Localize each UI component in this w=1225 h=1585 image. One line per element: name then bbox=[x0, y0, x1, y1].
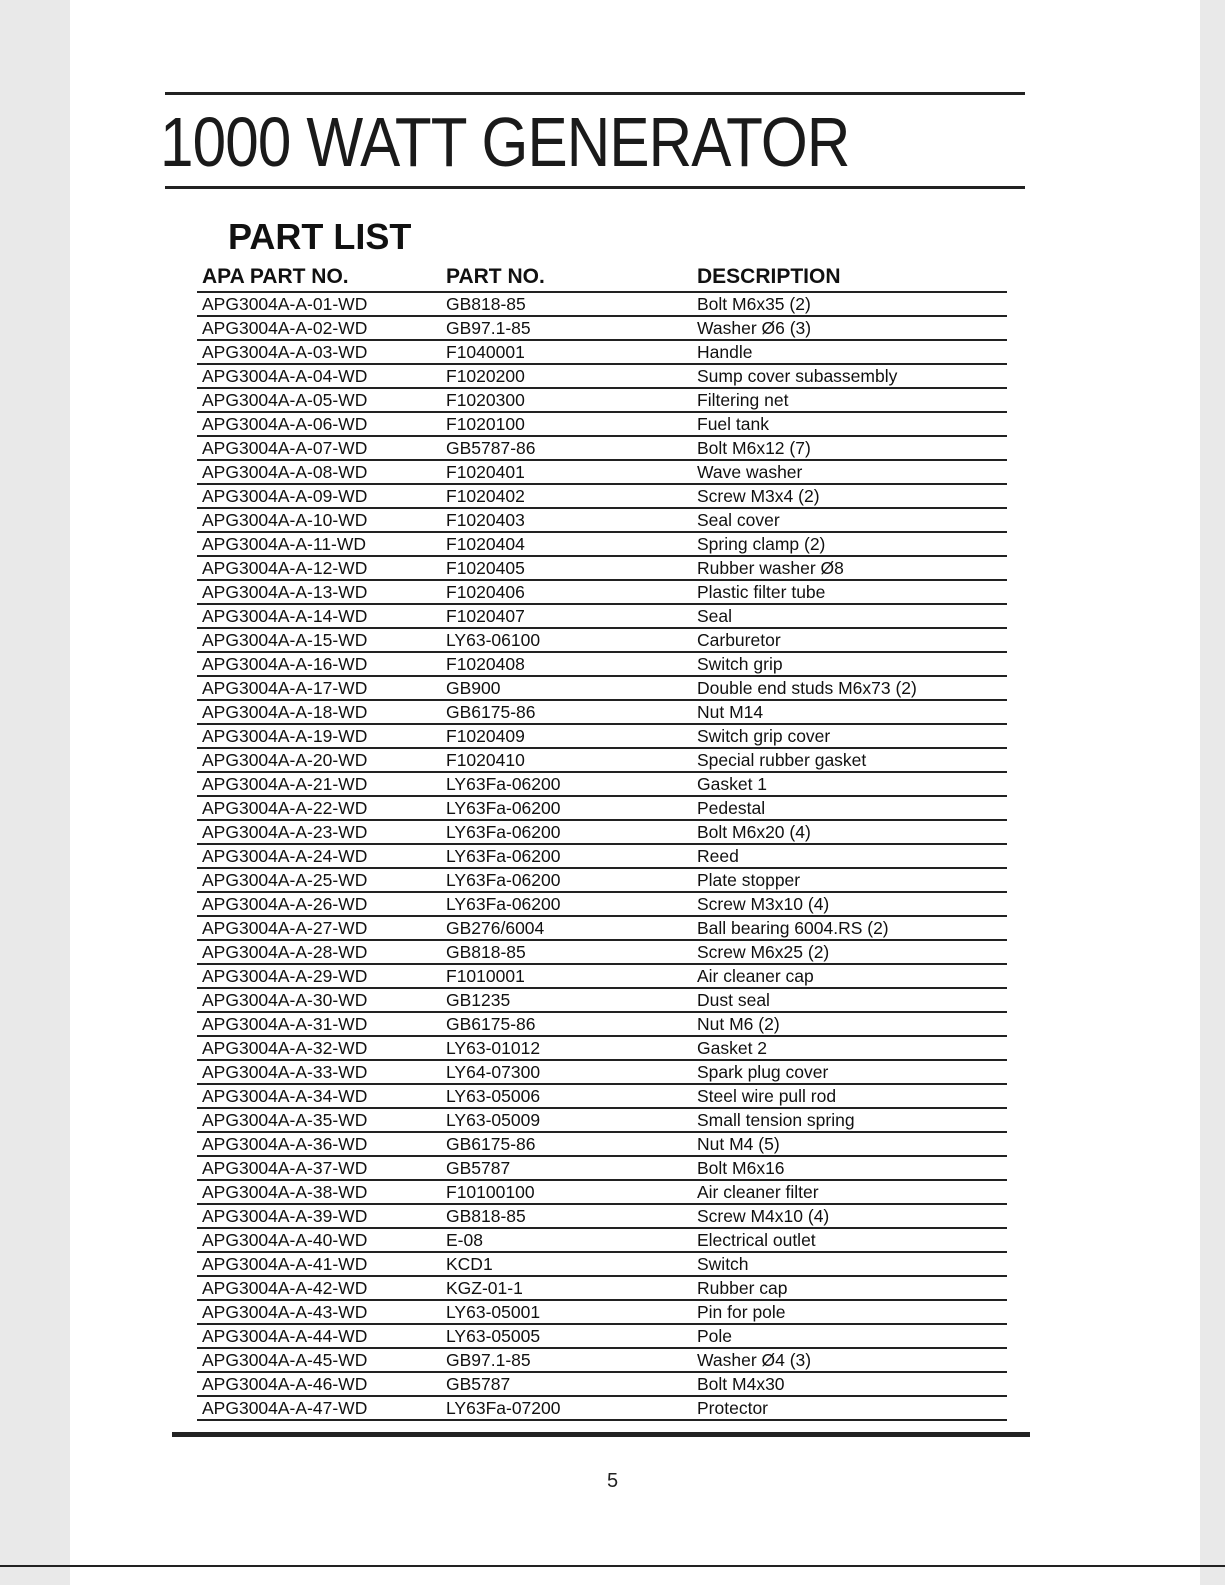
apa-part-no-cell: APG3004A-A-18-WD bbox=[197, 700, 441, 724]
part-no-cell: LY63-05009 bbox=[441, 1108, 692, 1132]
part-no-cell: LY63Fa-06200 bbox=[441, 844, 692, 868]
part-no-cell: F1020100 bbox=[441, 412, 692, 436]
table-row bbox=[197, 628, 1007, 652]
description-cell: Carburetor bbox=[692, 628, 1007, 652]
part-no-cell: F1020410 bbox=[441, 748, 692, 772]
table-row bbox=[197, 988, 1007, 1012]
part-no-cell: F1020405 bbox=[441, 556, 692, 580]
apa-part-no-cell: APG3004A-A-28-WD bbox=[197, 940, 441, 964]
part-no-cell: GB6175-86 bbox=[441, 1012, 692, 1036]
apa-part-no-cell: APG3004A-A-07-WD bbox=[197, 436, 441, 460]
description-cell: Screw M3x10 (4) bbox=[692, 892, 1007, 916]
description-cell: Bolt M6x35 (2) bbox=[692, 292, 1007, 316]
apa-part-no-cell: APG3004A-A-47-WD bbox=[197, 1396, 441, 1420]
table-row bbox=[197, 700, 1007, 724]
table-row bbox=[197, 868, 1007, 892]
description-cell: Small tension spring bbox=[692, 1108, 1007, 1132]
part-no-cell: GB276/6004 bbox=[441, 916, 692, 940]
table-header-row bbox=[197, 262, 1007, 292]
description-cell: Rubber washer Ø8 bbox=[692, 556, 1007, 580]
table-row bbox=[197, 412, 1007, 436]
part-no-cell: F1020200 bbox=[441, 364, 692, 388]
apa-part-no-cell: APG3004A-A-12-WD bbox=[197, 556, 441, 580]
apa-part-no-cell: APG3004A-A-04-WD bbox=[197, 364, 441, 388]
table-row bbox=[197, 1156, 1007, 1180]
parts-table bbox=[197, 262, 1007, 1421]
apa-part-no-cell: APG3004A-A-27-WD bbox=[197, 916, 441, 940]
part-no-cell: F1020407 bbox=[441, 604, 692, 628]
description-cell: Nut M14 bbox=[692, 700, 1007, 724]
apa-part-no-cell: APG3004A-A-35-WD bbox=[197, 1108, 441, 1132]
apa-part-no-cell: APG3004A-A-20-WD bbox=[197, 748, 441, 772]
parts-table-body bbox=[197, 292, 1007, 1420]
table-row bbox=[197, 1372, 1007, 1396]
description-cell: Bolt M6x12 (7) bbox=[692, 436, 1007, 460]
header-apa-part-no: APA PART NO. bbox=[197, 262, 441, 292]
description-cell: Fuel tank bbox=[692, 412, 1007, 436]
table-row bbox=[197, 772, 1007, 796]
table-row bbox=[197, 1396, 1007, 1420]
table-row bbox=[197, 652, 1007, 676]
description-cell: Special rubber gasket bbox=[692, 748, 1007, 772]
table-row bbox=[197, 292, 1007, 316]
table-row bbox=[197, 556, 1007, 580]
table-row bbox=[197, 316, 1007, 340]
part-no-cell: GB97.1-85 bbox=[441, 1348, 692, 1372]
description-cell: Switch grip cover bbox=[692, 724, 1007, 748]
part-no-cell: GB818-85 bbox=[441, 1204, 692, 1228]
table-row bbox=[197, 724, 1007, 748]
part-no-cell: LY63Fa-07200 bbox=[441, 1396, 692, 1420]
apa-part-no-cell: APG3004A-A-02-WD bbox=[197, 316, 441, 340]
top-rule bbox=[165, 92, 1025, 95]
table-row bbox=[197, 1300, 1007, 1324]
description-cell: Screw M4x10 (4) bbox=[692, 1204, 1007, 1228]
table-row bbox=[197, 820, 1007, 844]
apa-part-no-cell: APG3004A-A-22-WD bbox=[197, 796, 441, 820]
description-cell: Rubber cap bbox=[692, 1276, 1007, 1300]
apa-part-no-cell: APG3004A-A-25-WD bbox=[197, 868, 441, 892]
description-cell: Washer Ø4 (3) bbox=[692, 1348, 1007, 1372]
apa-part-no-cell: APG3004A-A-44-WD bbox=[197, 1324, 441, 1348]
description-cell: Seal cover bbox=[692, 508, 1007, 532]
table-row bbox=[197, 892, 1007, 916]
description-cell: Wave washer bbox=[692, 460, 1007, 484]
part-no-cell: GB97.1-85 bbox=[441, 316, 692, 340]
description-cell: Nut M4 (5) bbox=[692, 1132, 1007, 1156]
description-cell: Bolt M6x16 bbox=[692, 1156, 1007, 1180]
table-row bbox=[197, 1324, 1007, 1348]
part-no-cell: F1020406 bbox=[441, 580, 692, 604]
apa-part-no-cell: APG3004A-A-14-WD bbox=[197, 604, 441, 628]
apa-part-no-cell: APG3004A-A-19-WD bbox=[197, 724, 441, 748]
page-bottom-edge bbox=[0, 1565, 1225, 1567]
apa-part-no-cell: APG3004A-A-11-WD bbox=[197, 532, 441, 556]
part-no-cell: F1020409 bbox=[441, 724, 692, 748]
table-row bbox=[197, 916, 1007, 940]
description-cell: Switch grip bbox=[692, 652, 1007, 676]
table-row bbox=[197, 940, 1007, 964]
description-cell: Bolt M6x20 (4) bbox=[692, 820, 1007, 844]
apa-part-no-cell: APG3004A-A-03-WD bbox=[197, 340, 441, 364]
part-no-cell: GB818-85 bbox=[441, 292, 692, 316]
table-row bbox=[197, 1348, 1007, 1372]
table-row bbox=[197, 1084, 1007, 1108]
part-no-cell: GB900 bbox=[441, 676, 692, 700]
part-no-cell: KGZ-01-1 bbox=[441, 1276, 692, 1300]
description-cell: Switch bbox=[692, 1252, 1007, 1276]
table-row bbox=[197, 508, 1007, 532]
apa-part-no-cell: APG3004A-A-43-WD bbox=[197, 1300, 441, 1324]
apa-part-no-cell: APG3004A-A-29-WD bbox=[197, 964, 441, 988]
part-no-cell: GB1235 bbox=[441, 988, 692, 1012]
part-no-cell: F1020401 bbox=[441, 460, 692, 484]
apa-part-no-cell: APG3004A-A-42-WD bbox=[197, 1276, 441, 1300]
apa-part-no-cell: APG3004A-A-46-WD bbox=[197, 1372, 441, 1396]
apa-part-no-cell: APG3004A-A-39-WD bbox=[197, 1204, 441, 1228]
description-cell: Reed bbox=[692, 844, 1007, 868]
part-no-cell: LY63Fa-06200 bbox=[441, 820, 692, 844]
table-row bbox=[197, 1252, 1007, 1276]
table-row bbox=[197, 604, 1007, 628]
table-row bbox=[197, 1132, 1007, 1156]
part-no-cell: F1010001 bbox=[441, 964, 692, 988]
table-row bbox=[197, 1108, 1007, 1132]
table-row bbox=[197, 844, 1007, 868]
part-no-cell: GB818-85 bbox=[441, 940, 692, 964]
description-cell: Protector bbox=[692, 1396, 1007, 1420]
title-underline-rule bbox=[165, 186, 1025, 189]
part-no-cell: LY63Fa-06200 bbox=[441, 772, 692, 796]
table-row bbox=[197, 388, 1007, 412]
apa-part-no-cell: APG3004A-A-16-WD bbox=[197, 652, 441, 676]
part-no-cell: F1020404 bbox=[441, 532, 692, 556]
apa-part-no-cell: APG3004A-A-31-WD bbox=[197, 1012, 441, 1036]
table-row bbox=[197, 1012, 1007, 1036]
description-cell: Seal bbox=[692, 604, 1007, 628]
part-no-cell: F1040001 bbox=[441, 340, 692, 364]
part-no-cell: LY63Fa-06200 bbox=[441, 868, 692, 892]
table-row bbox=[197, 436, 1007, 460]
description-cell: Nut M6 (2) bbox=[692, 1012, 1007, 1036]
part-no-cell: LY63-05001 bbox=[441, 1300, 692, 1324]
bottom-rule bbox=[172, 1432, 1030, 1437]
apa-part-no-cell: APG3004A-A-05-WD bbox=[197, 388, 441, 412]
description-cell: Plate stopper bbox=[692, 868, 1007, 892]
description-cell: Handle bbox=[692, 340, 1007, 364]
page-number: 5 bbox=[606, 1470, 619, 1492]
apa-part-no-cell: APG3004A-A-06-WD bbox=[197, 412, 441, 436]
description-cell: Gasket 2 bbox=[692, 1036, 1007, 1060]
description-cell: Ball bearing 6004.RS (2) bbox=[692, 916, 1007, 940]
table-row bbox=[197, 1228, 1007, 1252]
description-cell: Spring clamp (2) bbox=[692, 532, 1007, 556]
part-no-cell: KCD1 bbox=[441, 1252, 692, 1276]
part-no-cell: LY63-06100 bbox=[441, 628, 692, 652]
description-cell: Dust seal bbox=[692, 988, 1007, 1012]
table-row bbox=[197, 796, 1007, 820]
apa-part-no-cell: APG3004A-A-10-WD bbox=[197, 508, 441, 532]
part-no-cell: F10100100 bbox=[441, 1180, 692, 1204]
description-cell: Gasket 1 bbox=[692, 772, 1007, 796]
part-no-cell: F1020408 bbox=[441, 652, 692, 676]
table-row bbox=[197, 532, 1007, 556]
section-title: PART LIST bbox=[228, 216, 412, 257]
apa-part-no-cell: APG3004A-A-34-WD bbox=[197, 1084, 441, 1108]
description-cell: Pedestal bbox=[692, 796, 1007, 820]
apa-part-no-cell: APG3004A-A-41-WD bbox=[197, 1252, 441, 1276]
table-row bbox=[197, 1276, 1007, 1300]
description-cell: Air cleaner cap bbox=[692, 964, 1007, 988]
apa-part-no-cell: APG3004A-A-15-WD bbox=[197, 628, 441, 652]
apa-part-no-cell: APG3004A-A-21-WD bbox=[197, 772, 441, 796]
part-no-cell: LY63-05006 bbox=[441, 1084, 692, 1108]
part-no-cell: GB6175-86 bbox=[441, 700, 692, 724]
apa-part-no-cell: APG3004A-A-23-WD bbox=[197, 820, 441, 844]
description-cell: Pin for pole bbox=[692, 1300, 1007, 1324]
part-no-cell: GB5787 bbox=[441, 1372, 692, 1396]
description-cell: Screw M3x4 (2) bbox=[692, 484, 1007, 508]
table-row bbox=[197, 964, 1007, 988]
part-no-cell: LY63Fa-06200 bbox=[441, 796, 692, 820]
apa-part-no-cell: APG3004A-A-17-WD bbox=[197, 676, 441, 700]
table-row bbox=[197, 364, 1007, 388]
description-cell: Screw M6x25 (2) bbox=[692, 940, 1007, 964]
apa-part-no-cell: APG3004A-A-32-WD bbox=[197, 1036, 441, 1060]
table-row bbox=[197, 1180, 1007, 1204]
description-cell: Steel wire pull rod bbox=[692, 1084, 1007, 1108]
apa-part-no-cell: APG3004A-A-26-WD bbox=[197, 892, 441, 916]
part-no-cell: E-08 bbox=[441, 1228, 692, 1252]
description-cell: Plastic filter tube bbox=[692, 580, 1007, 604]
apa-part-no-cell: APG3004A-A-37-WD bbox=[197, 1156, 441, 1180]
apa-part-no-cell: APG3004A-A-40-WD bbox=[197, 1228, 441, 1252]
apa-part-no-cell: APG3004A-A-36-WD bbox=[197, 1132, 441, 1156]
table-row bbox=[197, 1204, 1007, 1228]
description-cell: Double end studs M6x73 (2) bbox=[692, 676, 1007, 700]
description-cell: Electrical outlet bbox=[692, 1228, 1007, 1252]
apa-part-no-cell: APG3004A-A-13-WD bbox=[197, 580, 441, 604]
table-row bbox=[197, 1060, 1007, 1084]
apa-part-no-cell: APG3004A-A-08-WD bbox=[197, 460, 441, 484]
description-cell: Bolt M4x30 bbox=[692, 1372, 1007, 1396]
apa-part-no-cell: APG3004A-A-24-WD bbox=[197, 844, 441, 868]
part-no-cell: F1020403 bbox=[441, 508, 692, 532]
apa-part-no-cell: APG3004A-A-09-WD bbox=[197, 484, 441, 508]
description-cell: Spark plug cover bbox=[692, 1060, 1007, 1084]
part-no-cell: GB5787 bbox=[441, 1156, 692, 1180]
apa-part-no-cell: APG3004A-A-01-WD bbox=[197, 292, 441, 316]
part-no-cell: LY63Fa-06200 bbox=[441, 892, 692, 916]
description-cell: Pole bbox=[692, 1324, 1007, 1348]
document-title: 1000 WATT GENERATOR bbox=[160, 103, 850, 181]
table-row bbox=[197, 1036, 1007, 1060]
header-description: DESCRIPTION bbox=[692, 262, 1007, 292]
apa-part-no-cell: APG3004A-A-38-WD bbox=[197, 1180, 441, 1204]
description-cell: Sump cover subassembly bbox=[692, 364, 1007, 388]
table-row bbox=[197, 676, 1007, 700]
apa-part-no-cell: APG3004A-A-30-WD bbox=[197, 988, 441, 1012]
header-part-no: PART NO. bbox=[441, 262, 692, 292]
description-cell: Washer Ø6 (3) bbox=[692, 316, 1007, 340]
part-no-cell: F1020300 bbox=[441, 388, 692, 412]
part-no-cell: LY63-05005 bbox=[441, 1324, 692, 1348]
description-cell: Air cleaner filter bbox=[692, 1180, 1007, 1204]
table-row bbox=[197, 580, 1007, 604]
table-row bbox=[197, 460, 1007, 484]
part-no-cell: GB6175-86 bbox=[441, 1132, 692, 1156]
part-no-cell: LY64-07300 bbox=[441, 1060, 692, 1084]
table-row bbox=[197, 340, 1007, 364]
part-no-cell: GB5787-86 bbox=[441, 436, 692, 460]
apa-part-no-cell: APG3004A-A-45-WD bbox=[197, 1348, 441, 1372]
apa-part-no-cell: APG3004A-A-33-WD bbox=[197, 1060, 441, 1084]
part-no-cell: LY63-01012 bbox=[441, 1036, 692, 1060]
table-row bbox=[197, 484, 1007, 508]
description-cell: Filtering net bbox=[692, 388, 1007, 412]
table-row bbox=[197, 748, 1007, 772]
part-no-cell: F1020402 bbox=[441, 484, 692, 508]
